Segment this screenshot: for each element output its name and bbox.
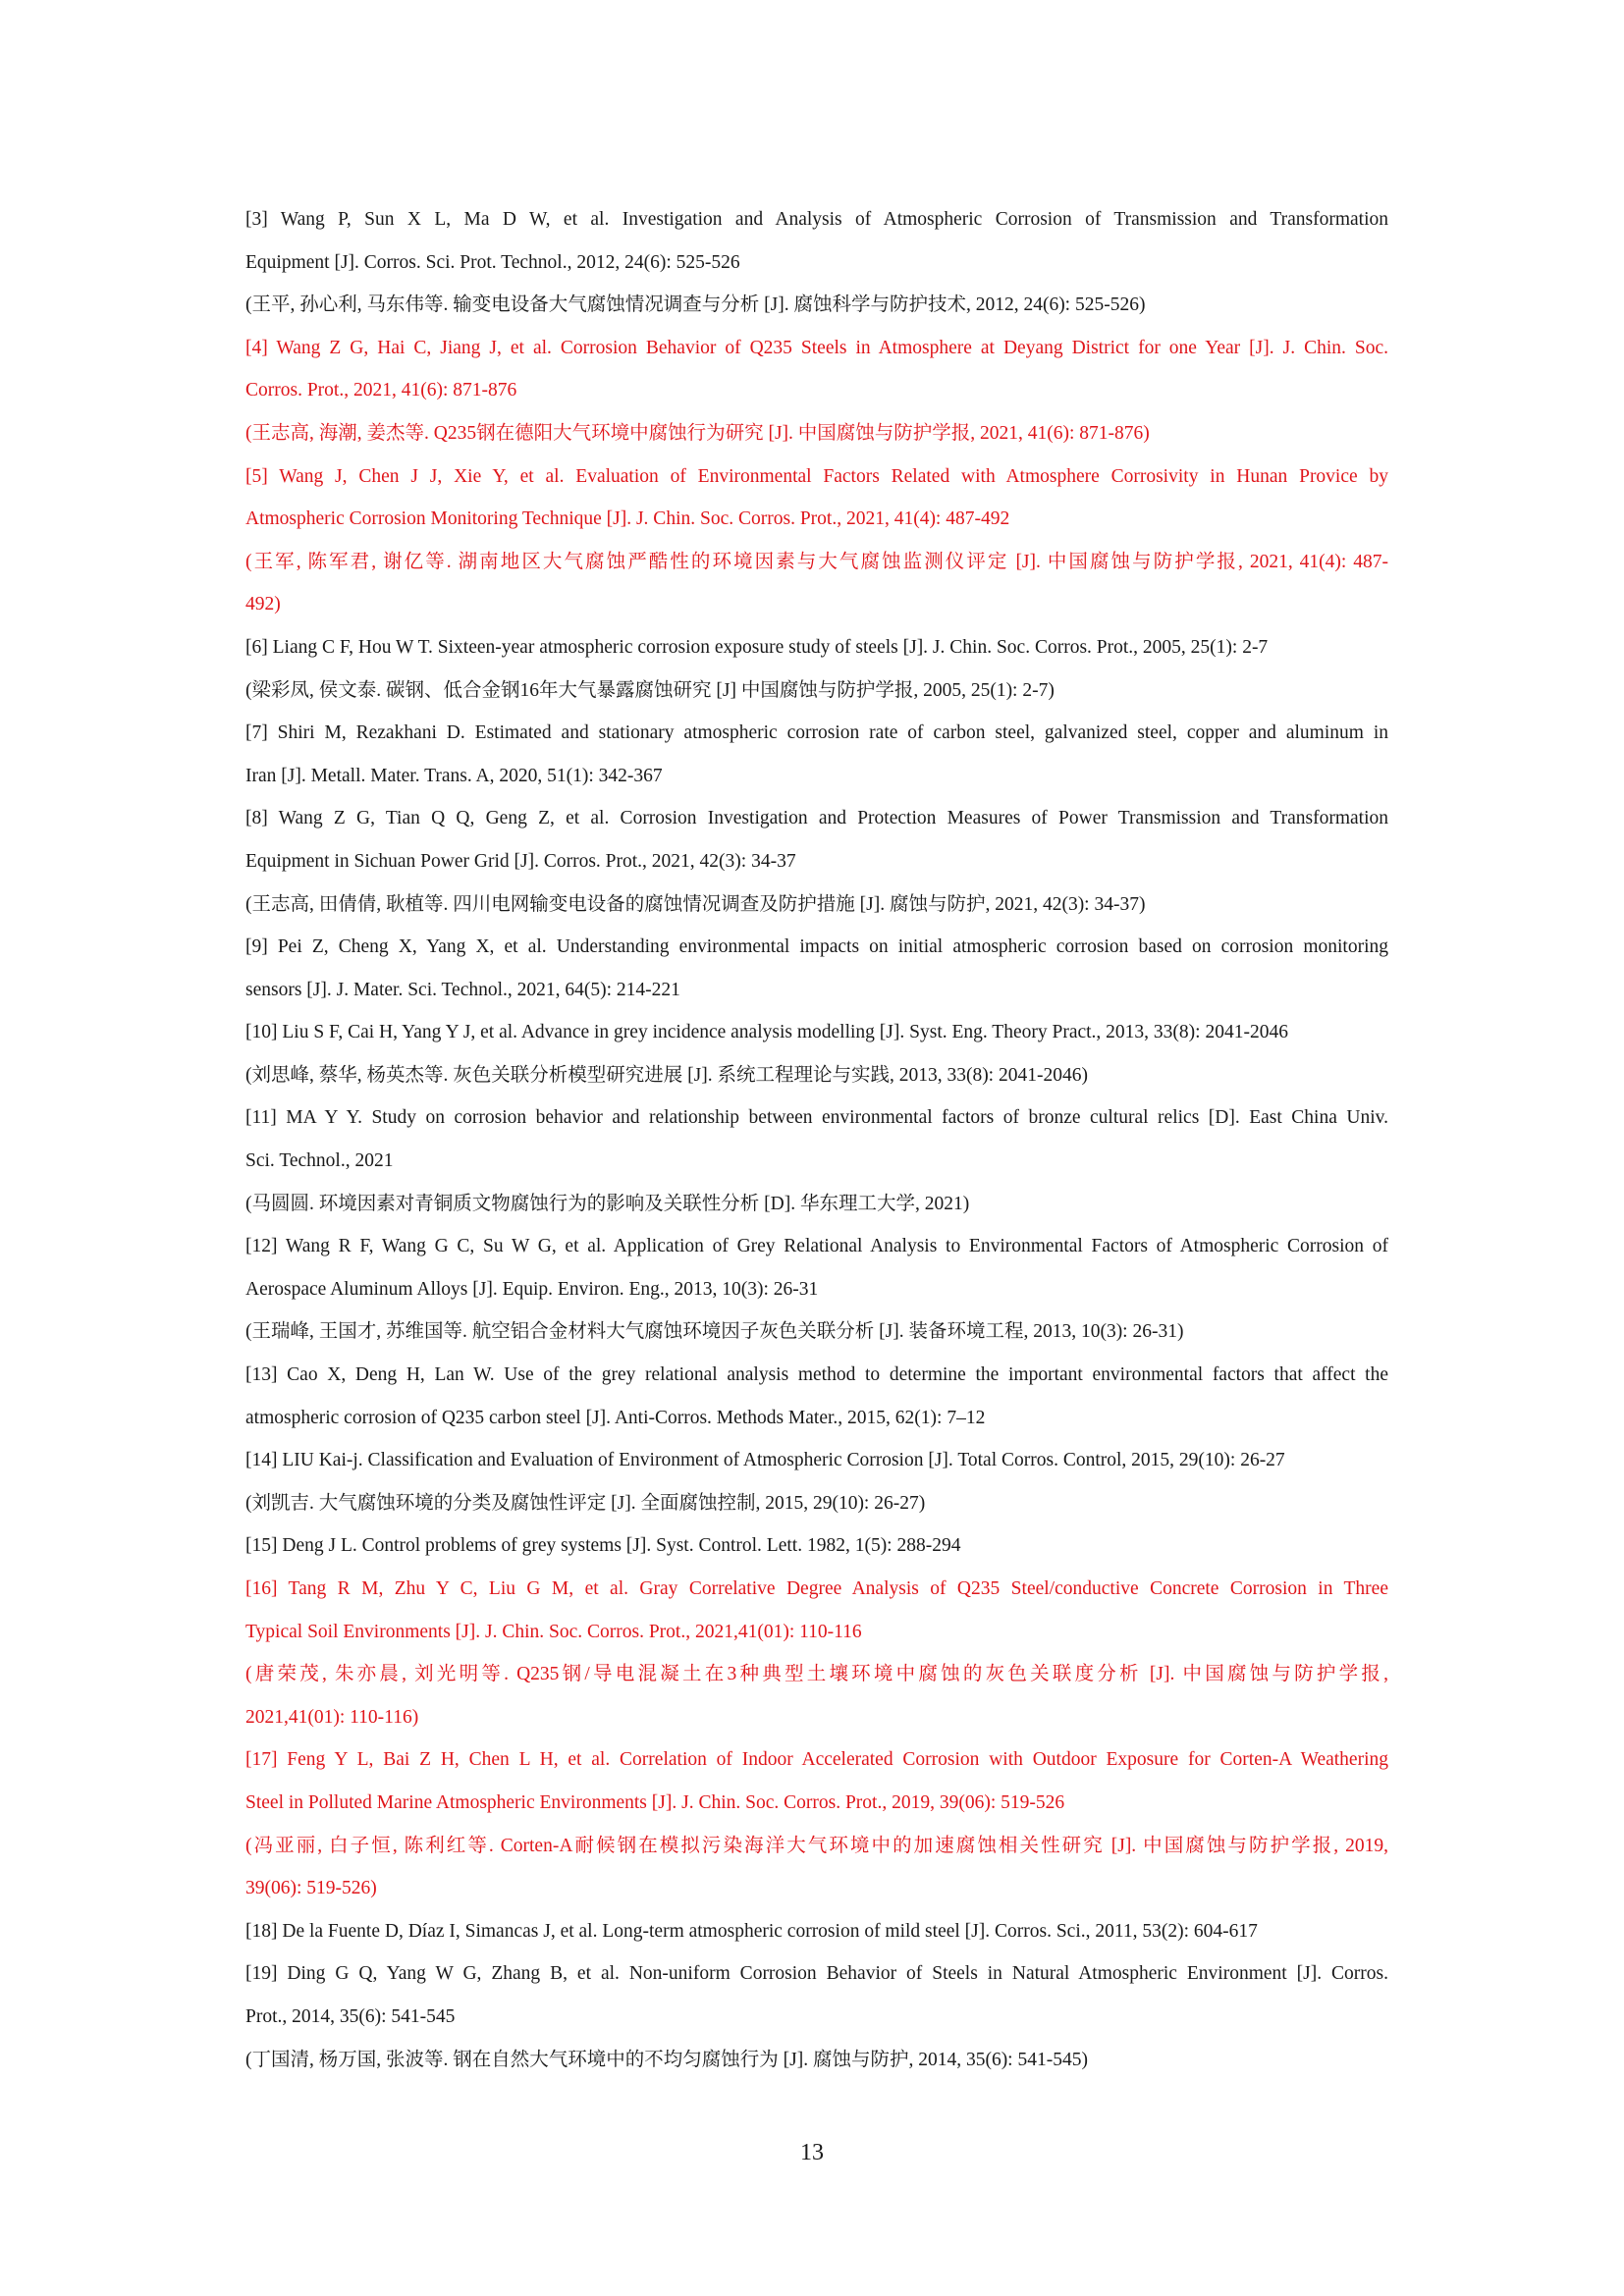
reference-line: (梁彩凤, 侯文泰. 碳钢、低合金钢16年大气暴露腐蚀研究 [J] 中国腐蚀与防护学报, 2005, 25(1): 2-7) <box>245 679 1055 701</box>
reference-line: [16] Tang R M, Zhu Y C, Liu G M, et al. Gray Correlative Degree Analysis of Q235 Steel/conductive Concrete Corrosion in Three <box>245 1578 1388 1599</box>
reference-line: (王平, 孙心利, 马东伟等. 输变电设备大气腐蚀情况调查与分析 [J]. 腐蚀科学与防护技术, 2012, 24(6): 525-526) <box>245 294 1146 316</box>
reference-line: (王志高, 海潮, 姜杰等. Q235钢在德阳大气环境中腐蚀行为研究 [J]. 中国腐蚀与防护学报, 2021, 41(6): 871-876) <box>245 422 1150 444</box>
reference-line: Prot., 2014, 35(6): 541-545 <box>245 2005 456 2027</box>
reference-line: [4] Wang Z G, Hai C, Jiang J, et al. Corrosion Behavior of Q235 Steels in Atmosphere at Deyang District for one Year [J]. J. Chin. Soc. <box>245 337 1388 358</box>
reference-line: Equipment [J]. Corros. Sci. Prot. Technol., 2012, 24(6): 525-526 <box>245 251 740 273</box>
reference-line: Typical Soil Environments [J]. J. Chin. Soc. Corros. Prot., 2021,41(01): 110-116 <box>245 1621 862 1642</box>
page-number: 13 <box>800 2140 824 2165</box>
reference-line: [12] Wang R F, Wang G C, Su W G, et al. Application of Grey Relational Analysis to Environmental Factors of Atmospheric Corrosion of <box>245 1236 1388 1257</box>
reference-line: [14] LIU Kai-j. Classification and Evaluation of Environment of Atmospheric Corrosion [J]. Total Corros. Control, 2015, 29(10): 26-27 <box>245 1450 1285 1471</box>
reference-line: (王军, 陈军君, 谢亿等. 湖南地区大气腐蚀严酷性的环境因素与大气腐蚀监测仪评定 [J]. 中国腐蚀与防护学报, 2021, 41(4): 487- <box>245 551 1388 572</box>
reference-line: Corros. Prot., 2021, 41(6): 871-876 <box>245 380 517 401</box>
reference-line: Sci. Technol., 2021 <box>245 1150 394 1172</box>
reference-line: Equipment in Sichuan Power Grid [J]. Corros. Prot., 2021, 42(3): 34-37 <box>245 850 796 872</box>
reference-line: (丁国清, 杨万国, 张波等. 钢在自然大气环境中的不均匀腐蚀行为 [J]. 腐蚀与防护, 2014, 35(6): 541-545) <box>245 2049 1088 2070</box>
reference-line: sensors [J]. J. Mater. Sci. Technol., 2021, 64(5): 214-221 <box>245 979 680 1000</box>
reference-line: [18] De la Fuente D, Díaz I, Simancas J, et al. Long-term atmospheric corrosion of mild steel [J]. Corros. Sci., 2011, 53(2): 604-617 <box>245 1920 1258 1942</box>
reference-line: Steel in Polluted Marine Atmospheric Environments [J]. J. Chin. Soc. Corros. Prot., 2019, 39(06): 519-526 <box>245 1791 1065 1813</box>
reference-line: Atmospheric Corrosion Monitoring Technique [J]. J. Chin. Soc. Corros. Prot., 2021, 41(4): 487-492 <box>245 508 1010 530</box>
reference-line: 492) <box>245 594 281 615</box>
reference-line: (刘思峰, 蔡华, 杨英杰等. 灰色关联分析模型研究进展 [J]. 系统工程理论与实践, 2013, 33(8): 2041-2046) <box>245 1064 1088 1086</box>
reference-line: (冯亚丽, 白子恒, 陈利红等. Corten-A耐候钢在模拟污染海洋大气环境中的加速腐蚀相关性研究 [J]. 中国腐蚀与防护学报, 2019, <box>245 1835 1388 1856</box>
reference-list <box>245 198 1388 2081</box>
reference-line: Iran [J]. Metall. Mater. Trans. A, 2020, 51(1): 342-367 <box>245 765 663 786</box>
reference-line: [10] Liu S F, Cai H, Yang Y J, et al. Advance in grey incidence analysis modelling [J]. Syst. Eng. Theory Pract., 2013, 33(8): 2041-2046 <box>245 1022 1288 1043</box>
reference-line: Aerospace Aluminum Alloys [J]. Equip. Environ. Eng., 2013, 10(3): 26-31 <box>245 1278 819 1300</box>
reference-line: [17] Feng Y L, Bai Z H, Chen L H, et al. Correlation of Indoor Accelerated Corrosion with Outdoor Exposure for Corten-A Weathering <box>245 1749 1388 1771</box>
reference-line: 39(06): 519-526) <box>245 1878 377 1899</box>
reference-line: [11] MA Y Y. Study on corrosion behavior and relationship between environmental factors of bronze cultural relics [D]. East China Univ. <box>245 1107 1388 1129</box>
reference-line: [13] Cao X, Deng H, Lan W. Use of the grey relational analysis method to determine the important environmental factors that affect the <box>245 1364 1388 1386</box>
reference-line: (马圆圆. 环境因素对青铜质文物腐蚀行为的影响及关联性分析 [D]. 华东理工大学, 2021) <box>245 1193 970 1214</box>
reference-line: [9] Pei Z, Cheng X, Yang X, et al. Understanding environmental impacts on initial atmospheric corrosion based on corrosion monitoring <box>245 936 1388 958</box>
reference-line: atmospheric corrosion of Q235 carbon steel [J]. Anti-Corros. Methods Mater., 2015, 62(1): 7–12 <box>245 1407 986 1428</box>
reference-line: [15] Deng J L. Control problems of grey systems [J]. Syst. Control. Lett. 1982, 1(5): 288-294 <box>245 1535 961 1557</box>
reference-line: 2021,41(01): 110-116) <box>245 1706 419 1728</box>
reference-line: [8] Wang Z G, Tian Q Q, Geng Z, et al. Corrosion Investigation and Protection Measures of Power Transmission and Transformation <box>245 808 1388 829</box>
reference-line: (王瑞峰, 王国才, 苏维国等. 航空铝合金材料大气腐蚀环境因子灰色关联分析 [J]. 装备环境工程, 2013, 10(3): 26-31) <box>245 1321 1184 1343</box>
reference-line: [6] Liang C F, Hou W T. Sixteen-year atmospheric corrosion exposure study of steels [J]. J. Chin. Soc. Corros. Prot., 2005, 25(1): 2-7 <box>245 636 1269 658</box>
reference-line: [3] Wang P, Sun X L, Ma D W, et al. Investigation and Analysis of Atmospheric Corrosion of Transmission and Transformation <box>245 209 1388 230</box>
reference-line: (刘凯吉. 大气腐蚀环境的分类及腐蚀性评定 [J]. 全面腐蚀控制, 2015, 29(10): 26-27) <box>245 1492 926 1514</box>
reference-line: [7] Shiri M, Rezakhani D. Estimated and stationary atmospheric corrosion rate of carbon steel, galvanized steel, copper and aluminum in <box>245 722 1388 744</box>
reference-line: (唐荣茂, 朱亦晨, 刘光明等. Q235钢/导电混凝土在3种典型土壤环境中腐蚀的灰色关联度分析 [J]. 中国腐蚀与防护学报, <box>245 1664 1388 1685</box>
reference-line: [19] Ding G Q, Yang W G, Zhang B, et al. Non-uniform Corrosion Behavior of Steels in Natural Atmospheric Environment [J]. Corros. <box>245 1963 1388 1985</box>
reference-line: [5] Wang J, Chen J J, Xie Y, et al. Evaluation of Environmental Factors Related with Atmosphere Corrosivity in Hunan Provice by <box>245 465 1388 487</box>
reference-line: (王志高, 田倩倩, 耿植等. 四川电网输变电设备的腐蚀情况调查及防护措施 [J]. 腐蚀与防护, 2021, 42(3): 34-37) <box>245 893 1146 915</box>
